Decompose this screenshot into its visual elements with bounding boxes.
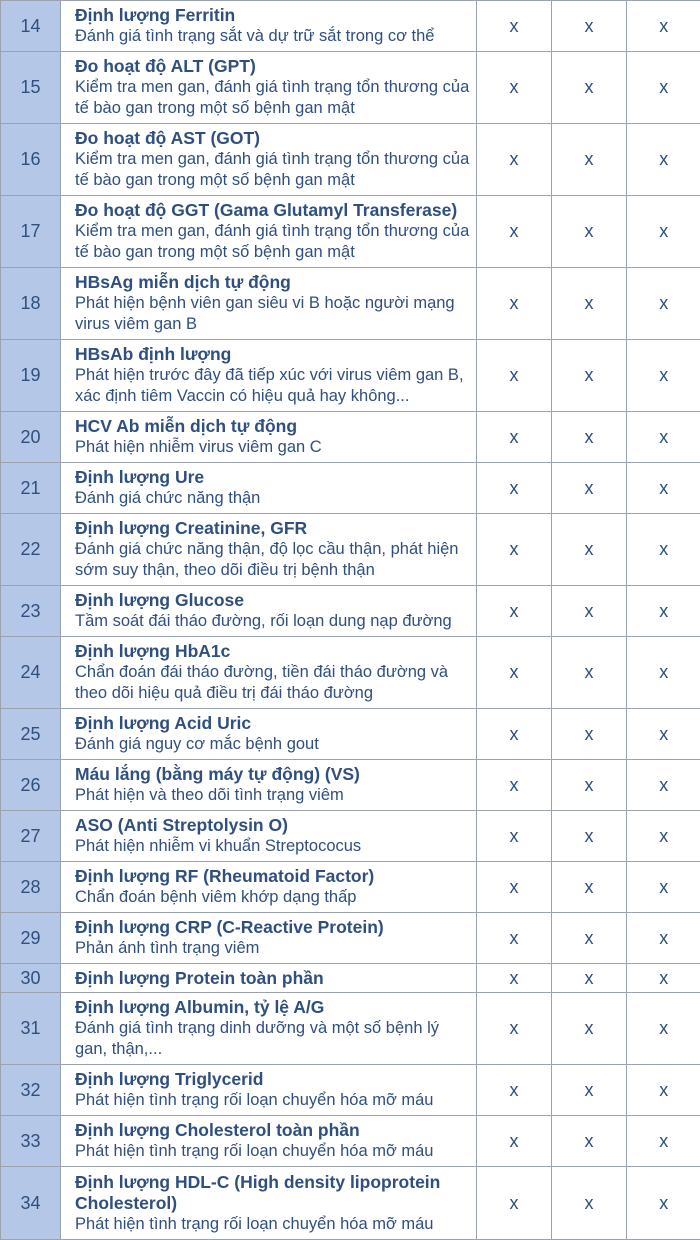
test-title: Định lượng Glucose [75,590,474,611]
test-title: ASO (Anti Streptolysin O) [75,815,474,836]
test-title: Định lượng Protein toàn phần [75,968,474,989]
test-description: Phát hiện nhiễm virus viêm gan C [75,437,474,458]
test-title: Định lượng RF (Rheumatoid Factor) [75,866,474,887]
table-row [1,1116,700,1167]
test-cell [61,586,477,637]
package-mark-1: x [477,586,552,637]
package-mark-1: x [477,709,552,760]
row-number: 19 [1,340,61,412]
package-mark-1: x [477,412,552,463]
table-row [1,1065,700,1116]
row-number: 14 [1,1,61,52]
row-number: 17 [1,196,61,268]
package-mark-3: x [627,993,700,1065]
test-title: Định lượng Albumin, tỷ lệ A/G [75,997,474,1018]
row-number: 21 [1,463,61,514]
test-title: Định lượng Ure [75,467,474,488]
test-title: Định lượng Cholesterol toàn phần [75,1120,474,1141]
row-number: 20 [1,412,61,463]
package-mark-3: x [627,1,700,52]
package-mark-2: x [552,340,627,412]
package-mark-1: x [477,52,552,124]
table-row [1,268,700,340]
test-cell [61,993,477,1065]
package-mark-3: x [627,913,700,964]
package-mark-3: x [627,196,700,268]
test-title: Định lượng Triglycerid [75,1069,474,1090]
test-description: Phát hiện trước đây đã tiếp xúc với virus viêm gan B, xác định tiêm Vaccin có hiệu quả hay không... [75,365,474,407]
package-mark-2: x [552,1065,627,1116]
table-row [1,760,700,811]
table-row [1,811,700,862]
package-mark-2: x [552,811,627,862]
test-title: Định lượng Creatinine, GFR [75,518,474,539]
row-number: 29 [1,913,61,964]
test-cell [61,412,477,463]
row-number: 28 [1,862,61,913]
test-description: Phát hiện tình trạng rối loạn chuyển hóa mỡ máu [75,1090,474,1111]
test-description: Phát hiện tình trạng rối loạn chuyển hóa mỡ máu [75,1214,474,1235]
table-row [1,124,700,196]
package-mark-2: x [552,993,627,1065]
test-cell [61,196,477,268]
table-row [1,964,700,993]
test-description: Đánh giá tình trạng dinh dưỡng và một số bệnh lý gan, thận,... [75,1018,474,1060]
package-mark-2: x [552,1,627,52]
test-cell [61,862,477,913]
row-number: 30 [1,964,61,993]
package-mark-2: x [552,412,627,463]
package-mark-3: x [627,637,700,709]
test-cell [61,913,477,964]
package-mark-3: x [627,52,700,124]
row-number: 22 [1,514,61,586]
test-title: Đo hoạt độ ALT (GPT) [75,56,474,77]
test-title: Định lượng HDL-C (High density lipoprotein Cholesterol) [75,1172,474,1214]
package-mark-3: x [627,1167,700,1240]
package-mark-3: x [627,412,700,463]
package-mark-3: x [627,514,700,586]
test-cell [61,268,477,340]
table-row [1,637,700,709]
package-mark-3: x [627,586,700,637]
test-table-body [1,1,700,1240]
test-cell [61,709,477,760]
table-row [1,412,700,463]
test-title: Đo hoạt độ AST (GOT) [75,128,474,149]
test-description: Phát hiện tình trạng rối loạn chuyển hóa mỡ máu [75,1141,474,1162]
table-row [1,514,700,586]
package-mark-2: x [552,637,627,709]
package-mark-2: x [552,913,627,964]
test-title: Máu lắng (bằng máy tự động) (VS) [75,764,474,785]
package-mark-1: x [477,196,552,268]
table-row [1,463,700,514]
test-description: Phản ánh tình trạng viêm [75,938,474,959]
package-mark-2: x [552,1167,627,1240]
test-title: Định lượng CRP (C-Reactive Protein) [75,917,474,938]
test-cell [61,1167,477,1240]
test-title: Định lượng Ferritin [75,5,474,26]
test-cell [61,637,477,709]
test-cell [61,811,477,862]
package-mark-1: x [477,964,552,993]
row-number: 15 [1,52,61,124]
package-mark-2: x [552,124,627,196]
package-mark-1: x [477,268,552,340]
package-mark-1: x [477,514,552,586]
package-mark-3: x [627,124,700,196]
package-mark-1: x [477,340,552,412]
test-cell [61,124,477,196]
package-mark-1: x [477,1,552,52]
test-cell [61,52,477,124]
test-title: Đo hoạt độ GGT (Gama Glutamyl Transferase) [75,200,474,221]
table-row [1,1167,700,1240]
test-description: Đánh giá chức năng thận, độ lọc cầu thận, phát hiện sớm suy thận, theo dõi điều trị bệnh thận [75,539,474,581]
row-number: 32 [1,1065,61,1116]
row-number: 33 [1,1116,61,1167]
package-mark-1: x [477,637,552,709]
row-number: 34 [1,1167,61,1240]
row-number: 18 [1,268,61,340]
package-mark-2: x [552,463,627,514]
package-mark-2: x [552,586,627,637]
package-mark-2: x [552,862,627,913]
package-mark-3: x [627,811,700,862]
package-mark-3: x [627,760,700,811]
package-mark-1: x [477,993,552,1065]
package-mark-2: x [552,709,627,760]
table-row [1,52,700,124]
package-mark-3: x [627,862,700,913]
table-row [1,862,700,913]
package-mark-2: x [552,1116,627,1167]
test-description: Kiểm tra men gan, đánh giá tình trạng tổn thương của tế bào gan trong một số bệnh gan mật [75,77,474,119]
package-mark-1: x [477,1167,552,1240]
test-cell [61,1065,477,1116]
package-mark-1: x [477,760,552,811]
test-description: Đánh giá chức năng thận [75,488,474,509]
test-title: HCV Ab miễn dịch tự động [75,416,474,437]
package-mark-3: x [627,1116,700,1167]
test-description: Chẩn đoán đái tháo đường, tiền đái tháo đường và theo dõi hiệu quả điều trị đái tháo đường [75,662,474,704]
package-mark-1: x [477,124,552,196]
test-cell [61,964,477,993]
test-title: HBsAb định lượng [75,344,474,365]
table-row [1,1,700,52]
table-row [1,709,700,760]
test-description: Kiểm tra men gan, đánh giá tình trạng tổn thương của tế bào gan trong một số bệnh gan mật [75,149,474,191]
row-number: 26 [1,760,61,811]
test-description: Đánh giá nguy cơ mắc bệnh gout [75,734,474,755]
test-cell [61,340,477,412]
package-mark-1: x [477,1065,552,1116]
test-description: Chẩn đoán bệnh viêm khớp dạng thấp [75,887,474,908]
package-mark-1: x [477,463,552,514]
package-mark-1: x [477,913,552,964]
row-number: 23 [1,586,61,637]
package-mark-3: x [627,964,700,993]
row-number: 31 [1,993,61,1065]
package-mark-3: x [627,340,700,412]
package-mark-2: x [552,964,627,993]
package-mark-3: x [627,268,700,340]
test-cell [61,1116,477,1167]
row-number: 27 [1,811,61,862]
row-number: 25 [1,709,61,760]
table-row [1,586,700,637]
test-title: Định lượng HbA1c [75,641,474,662]
test-title: HBsAg miễn dịch tự động [75,272,474,293]
test-cell [61,463,477,514]
test-cell [61,760,477,811]
test-description: Phát hiện nhiễm vi khuẩn Streptococus [75,836,474,857]
package-mark-1: x [477,1116,552,1167]
table-row [1,993,700,1065]
test-description: Phát hiện và theo dõi tình trạng viêm [75,785,474,806]
row-number: 24 [1,637,61,709]
test-title: Định lượng Acid Uric [75,713,474,734]
test-cell [61,514,477,586]
package-mark-3: x [627,463,700,514]
test-description: Kiểm tra men gan, đánh giá tình trạng tổn thương của tế bào gan trong một số bệnh gan mật [75,221,474,263]
package-mark-2: x [552,514,627,586]
package-mark-3: x [627,1065,700,1116]
test-description: Tầm soát đái tháo đường, rối loạn dung nạp đường [75,611,474,632]
test-cell [61,1,477,52]
package-mark-1: x [477,862,552,913]
package-mark-2: x [552,196,627,268]
package-mark-2: x [552,268,627,340]
package-mark-3: x [627,709,700,760]
table-row [1,340,700,412]
test-description: Đánh giá tình trạng sắt và dự trữ sắt trong cơ thể [75,26,474,47]
package-mark-2: x [552,760,627,811]
row-number: 16 [1,124,61,196]
package-mark-2: x [552,52,627,124]
table-row [1,196,700,268]
package-mark-1: x [477,811,552,862]
test-description: Phát hiện bệnh viên gan siêu vi B hoặc người mạng virus viêm gan B [75,293,474,335]
table-row [1,913,700,964]
